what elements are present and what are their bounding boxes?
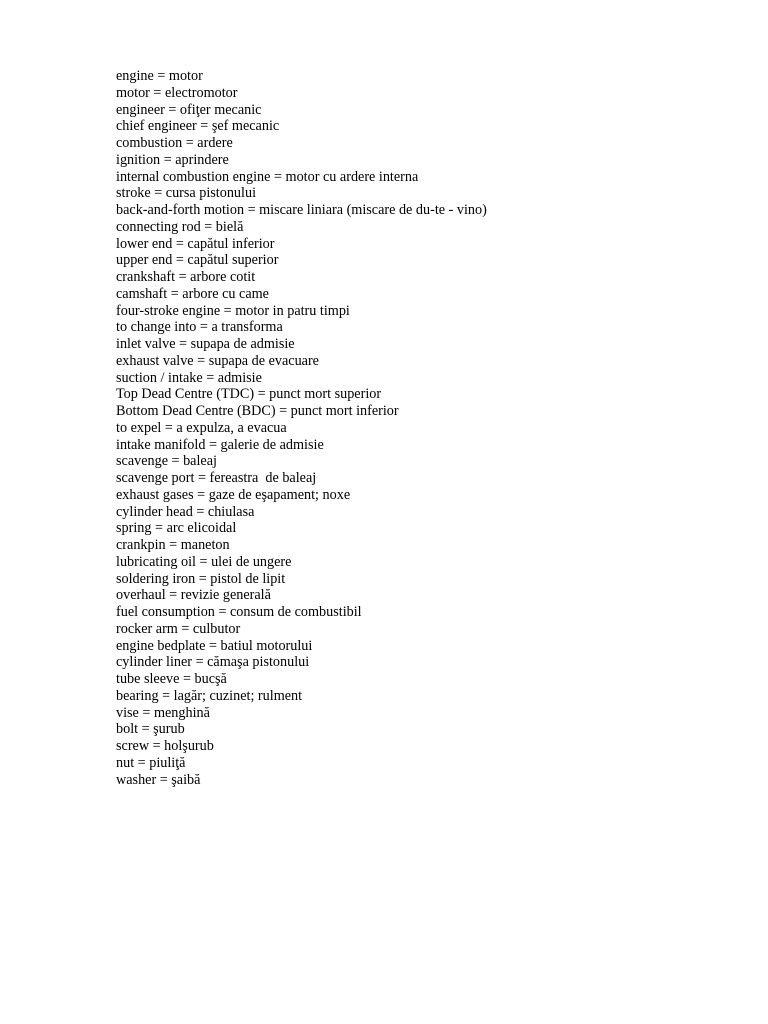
glossary-entry: tube sleeve = bucşă [116,671,227,687]
glossary-entry: chief engineer = şef mecanic [116,118,280,135]
glossary-entry: upper end = capătul superior [116,252,279,269]
glossary-entry: scavenge = baleaj [116,453,217,470]
glossary-entry: intake manifold = galerie de admisie [116,436,324,453]
glossary-entry: bolt = şurub [116,721,185,738]
glossary-entry: internal combustion engine = motor cu ardere interna [116,168,419,185]
glossary-entry: engine bedplate = batiul motorului [116,637,313,654]
glossary-entry: stroke = cursa pistonului [116,185,257,202]
glossary-entry: nut = piuliţă [116,754,186,771]
glossary-entry: overhaul = revizie generală [116,587,271,604]
glossary-entry: suction / intake = admisie [116,369,262,386]
glossary-entry: motor = electromotor [116,84,238,101]
glossary-entry: washer = şaibă [116,771,201,788]
glossary-entry: ignition = aprindere [116,151,229,168]
glossary-entry: Top Dead Centre (TDC) = punct mort superior [116,386,382,403]
glossary-entry: soldering iron = pistol de lipit [116,570,286,587]
glossary-entry: scavenge port = fereastra de baleaj [116,470,317,486]
glossary-entry: spring = arc elicoidal [116,520,237,537]
glossary-entry: crankpin = maneton [116,537,230,553]
glossary-entry: vise = menghină [116,704,210,721]
glossary-entry: exhaust valve = supapa de evacuare [116,352,319,369]
glossary-entry: cylinder head = chiulasa [116,503,255,520]
glossary-entry: camshaft = arbore cu came [116,285,269,302]
glossary-entry: Bottom Dead Centre (BDC) = punct mort inferior [116,403,399,419]
glossary-entry: cylinder liner = cămaşa pistonului [116,654,310,671]
glossary-entry: fuel consumption = consum de combustibil [116,604,362,620]
glossary-entry: to change into = a transforma [116,319,283,336]
glossary-entry: lubricating oil = ulei de ungere [116,553,292,570]
glossary-entry: exhaust gases = gaze de eşapament; noxe [116,486,351,503]
glossary-entry: lower end = capătul inferior [116,235,275,252]
glossary-entry: engine = motor [116,68,203,84]
glossary-entry: combustion = ardere [116,135,233,151]
glossary-entry: rocker arm = culbutor [116,620,241,637]
glossary-entry: connecting rod = bielă [116,218,244,235]
glossary-entry: screw = holşurub [116,738,214,754]
glossary-entry: back-and-forth motion = miscare liniara (miscare de du-te - vino) [116,202,487,218]
glossary-entry: four-stroke engine = motor in patru timpi [116,302,350,319]
glossary-entry: to expel = a expulza, a evacua [116,419,287,436]
glossary-entry: bearing = lagăr; cuzinet; rulment [116,687,303,704]
glossary-entry: inlet valve = supapa de admisie [116,336,295,352]
glossary-entry: crankshaft = arbore cotit [116,269,256,285]
glossary-list [116,68,487,788]
glossary-entry: engineer = ofiţer mecanic [116,101,262,118]
